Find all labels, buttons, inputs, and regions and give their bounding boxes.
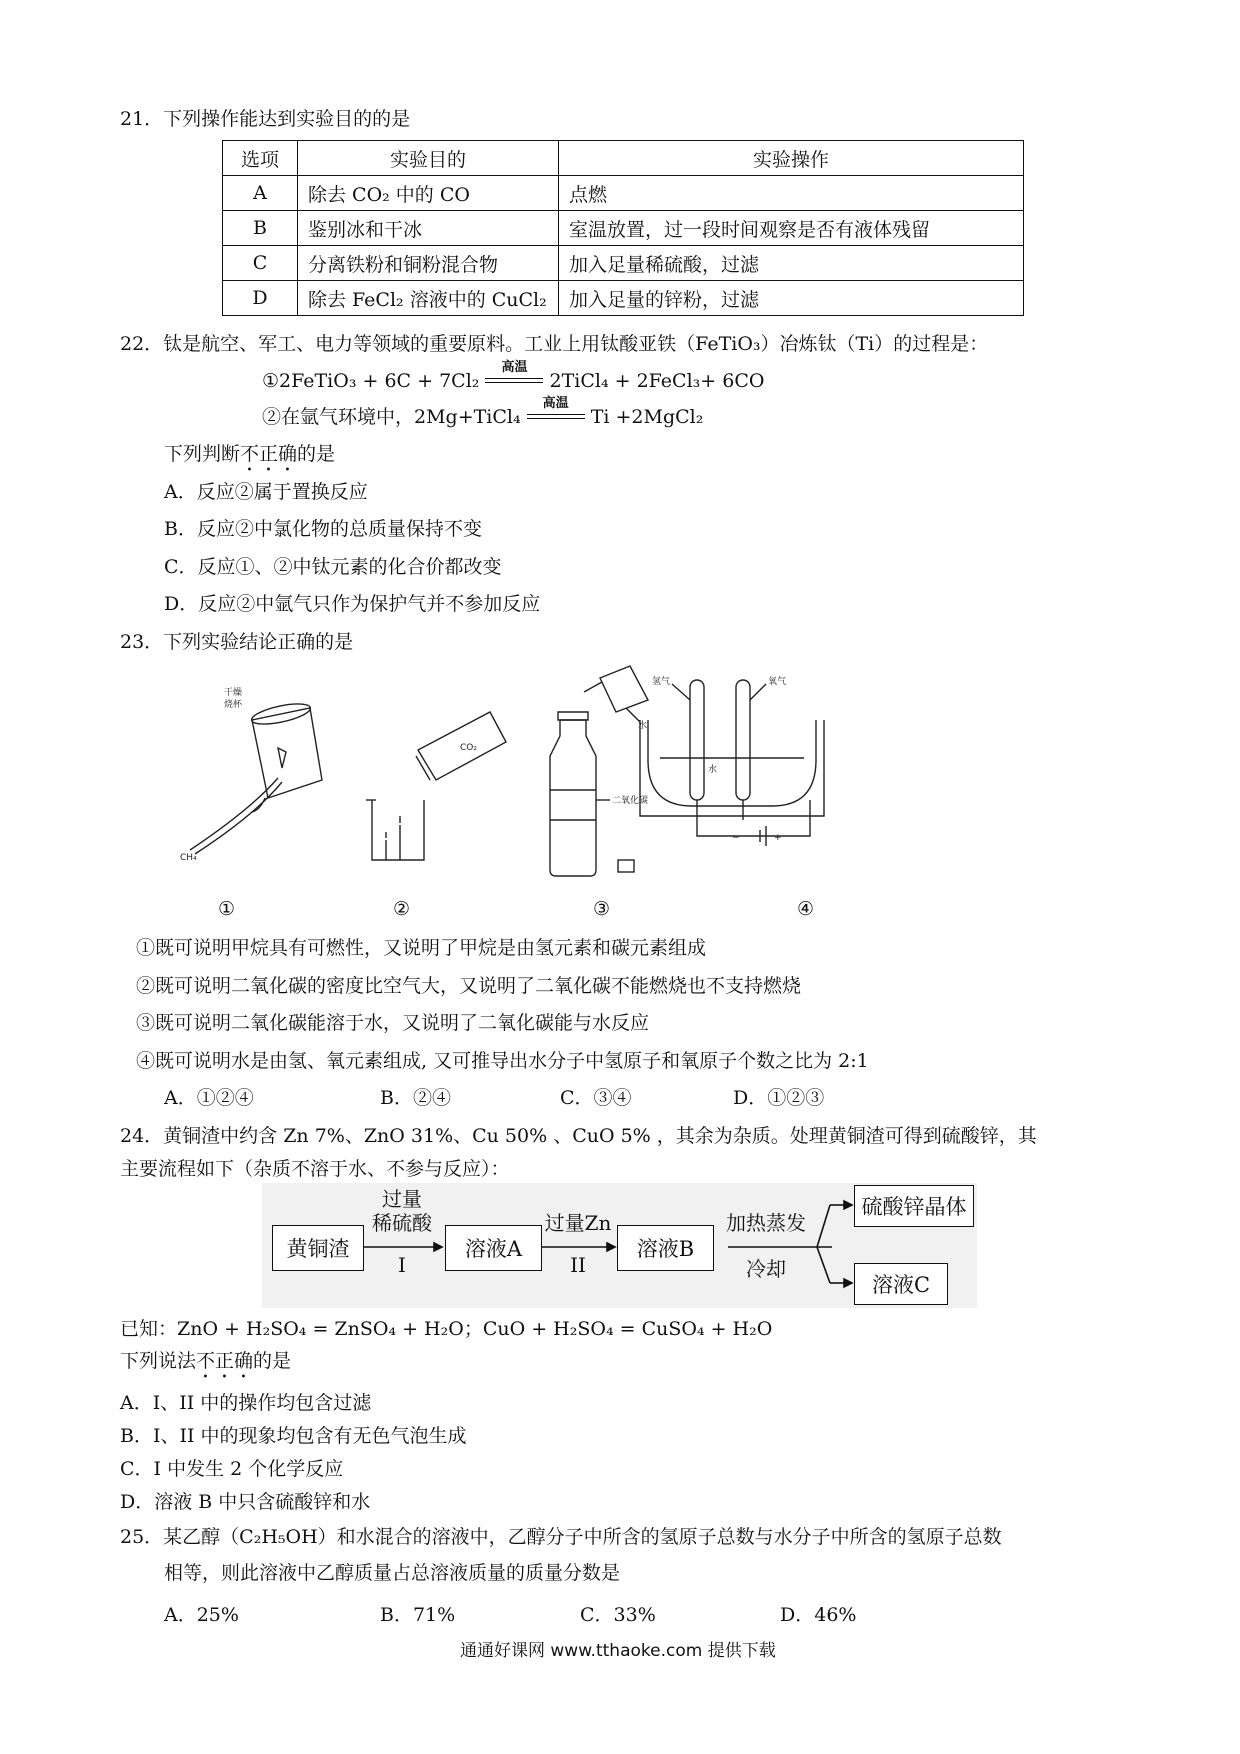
- q25-stem-1: 25．某乙醇（C₂H₅OH）和水混合的溶液中，乙醇分子中所含的氢原子总数与水分子中所含的氢原子总数: [120, 1526, 1002, 1548]
- q24-ask: [120, 1350, 291, 1383]
- q23-statement-1: ①既可说明甲烷具有可燃性，又说明了甲烷是由氢元素和碳元素组成: [136, 937, 707, 959]
- q24-stem-2: 主要流程如下（杂质不溶于水、不参与反应）：: [120, 1158, 510, 1180]
- flow-solution-a-box: 溶液A: [445, 1225, 542, 1271]
- ask-pre: 下列说法: [120, 1350, 197, 1372]
- q23-statement-2: ②既可说明二氧化碳的密度比空气大，又说明了二氧化碳不能燃烧也不支持燃烧: [136, 975, 802, 997]
- row-operation: 室温放置，过一段时间观察是否有液体残留: [559, 211, 1024, 246]
- flow-solution-b-box: 溶液B: [617, 1225, 714, 1271]
- q25-option-c: C．33%: [580, 1604, 656, 1626]
- eq1-right: 2TiCl₄ + 2FeCl₃+ 6CO: [549, 370, 765, 392]
- eq1-condition-arrow: [485, 360, 543, 392]
- q24-option-a: A．I、II 中的操作均包含过滤: [120, 1392, 372, 1414]
- q23-stem: 23．下列实验结论正确的是: [120, 631, 354, 653]
- q25-option-a: A．25%: [164, 1604, 239, 1626]
- flow-a1-top2: 稀硫酸: [372, 1211, 432, 1235]
- row-option: A: [223, 176, 298, 211]
- fig4-o2: 氧气: [768, 677, 787, 687]
- row-operation: 加入足量的锌粉，过滤: [559, 281, 1024, 316]
- fig4-plus: +: [774, 833, 782, 843]
- q23-figures: [160, 660, 1060, 890]
- ask-emphasis: 不正确: [196, 1350, 254, 1372]
- flow-a2-bottom: II: [570, 1253, 586, 1277]
- q22-equation-2: [262, 396, 704, 430]
- fig1-label-a: 干燥: [224, 688, 243, 698]
- fig3-water: 水: [638, 721, 648, 731]
- eq2-condition: 高温: [542, 396, 569, 411]
- flow-a2-top: 过量Zn: [544, 1211, 612, 1235]
- fig4-h2: 氢气: [652, 677, 671, 687]
- fig-num-1: ①: [218, 898, 236, 920]
- table-row: [223, 246, 1024, 281]
- q23-statement-4: ④既可说明水是由氢、氧元素组成, 又可推导出水分子中氢原子和氧原子个数之比为 2:1: [136, 1050, 869, 1072]
- header-operation: 实验操作: [559, 141, 1024, 176]
- q22-option-b: B．反应②中氯化物的总质量保持不变: [164, 518, 482, 540]
- ask-post: 的是: [297, 443, 336, 465]
- q22-option-a: A．反应②属于置换反应: [164, 481, 368, 503]
- q25-stem-2: 相等，则此溶液中乙醇质量占总溶液质量的质量分数是: [164, 1562, 621, 1584]
- fig-num-4: ④: [797, 898, 815, 920]
- q23-option-b: B．②④: [380, 1087, 451, 1109]
- q23-option-d: D．①②③: [733, 1087, 825, 1109]
- q24-option-b: B．I、II 中的现象均包含有无色气泡生成: [120, 1425, 467, 1447]
- fig2-co2: CO₂: [460, 743, 477, 753]
- q22-stem: 22．钛是航空、军工、电力等领域的重要原料。工业上用钛酸亚铁（FeTiO₃）冶炼钛（Ti）的过程是：: [120, 333, 989, 355]
- q22-option-c: C．反应①、②中钛元素的化合价都改变: [164, 556, 502, 578]
- fig-num-3: ③: [593, 898, 611, 920]
- flow-output-solution-c-box: 溶液C: [854, 1263, 948, 1305]
- q24-option-c: C．I 中发生 2 个化学反应: [120, 1458, 344, 1480]
- row-operation: 加入足量稀硫酸，过滤: [559, 246, 1024, 281]
- row-purpose: 除去 CO₂ 中的 CO: [298, 176, 559, 211]
- flow-a3-top: 加热蒸发: [726, 1211, 806, 1235]
- header-option: 选项: [223, 141, 298, 176]
- q22-equation-1: [262, 360, 765, 394]
- row-option: D: [223, 281, 298, 316]
- eq1-condition: 高温: [501, 360, 528, 375]
- flow-diagram: [262, 1183, 977, 1308]
- ask-pre: 下列判断: [164, 443, 241, 465]
- q25-option-d: D．46%: [780, 1604, 857, 1626]
- fig1-label-b: 烧杯: [224, 700, 243, 710]
- q22-ask: [164, 443, 335, 476]
- q23-option-a: A．①②④: [164, 1087, 254, 1109]
- fig4-water: 水: [708, 765, 718, 775]
- eq1-left: ①2FeTiO₃ + 6C + 7Cl₂: [262, 370, 480, 392]
- row-option: C: [223, 246, 298, 281]
- row-purpose: 除去 FeCl₂ 溶液中的 CuCl₂: [298, 281, 559, 316]
- q21-stem: 21．下列操作能达到实验目的的是: [120, 108, 411, 130]
- ask-emphasis: 不正确: [240, 443, 298, 465]
- q21-table: [222, 140, 1024, 316]
- fig1-ch4: CH₄: [180, 853, 197, 863]
- eq2-left: ②在氩气环境中，2Mg+TiCl₄: [262, 406, 521, 428]
- footer-source: 通通好课网 www.tthaoke.com 提供下载: [460, 1641, 776, 1661]
- q24-stem-1: 24．黄铜渣中约含 Zn 7%、ZnO 31%、Cu 50% 、CuO 5% ，其余为杂质。处理黄铜渣可得到硫酸锌，其: [120, 1125, 1037, 1147]
- flow-a1-top1: 过量: [382, 1187, 422, 1211]
- fig4-minus: −: [732, 833, 740, 843]
- q23-statement-3: ③既可说明二氧化碳能溶于水，又说明了二氧化碳能与水反应: [136, 1012, 650, 1034]
- table-row: [223, 281, 1024, 316]
- row-purpose: 分离铁粉和铜粉混合物: [298, 246, 559, 281]
- table-header-row: [223, 141, 1024, 176]
- row-operation: 点燃: [559, 176, 1024, 211]
- row-option: B: [223, 211, 298, 246]
- flow-start-box: 黄铜渣: [272, 1225, 364, 1271]
- fig3-co2-bottle: 二氧化碳: [612, 796, 649, 806]
- q24-known: 已知：ZnO + H₂SO₄ = ZnSO₄ + H₂O；CuO + H₂SO₄ = CuSO₄ + H₂O: [120, 1318, 773, 1340]
- q23-option-c: C．③④: [560, 1087, 632, 1109]
- flow-output-crystal-box: 硫酸锌晶体: [854, 1185, 974, 1227]
- ask-post: 的是: [253, 1350, 292, 1372]
- eq2-right: Ti +2MgCl₂: [590, 406, 704, 428]
- q24-option-d: D．溶液 B 中只含硫酸锌和水: [120, 1491, 371, 1513]
- table-row: [223, 176, 1024, 211]
- header-purpose: 实验目的: [298, 141, 559, 176]
- flow-a1-bottom: I: [398, 1253, 406, 1277]
- q25-option-b: B．71%: [380, 1604, 456, 1626]
- row-purpose: 鉴别冰和干冰: [298, 211, 559, 246]
- flow-a3-bottom: 冷却: [746, 1257, 786, 1281]
- table-row: [223, 211, 1024, 246]
- fig-num-2: ②: [393, 898, 411, 920]
- eq2-condition-arrow: [527, 396, 585, 428]
- q22-option-d: D．反应②中氩气只作为保护气并不参加反应: [164, 593, 541, 615]
